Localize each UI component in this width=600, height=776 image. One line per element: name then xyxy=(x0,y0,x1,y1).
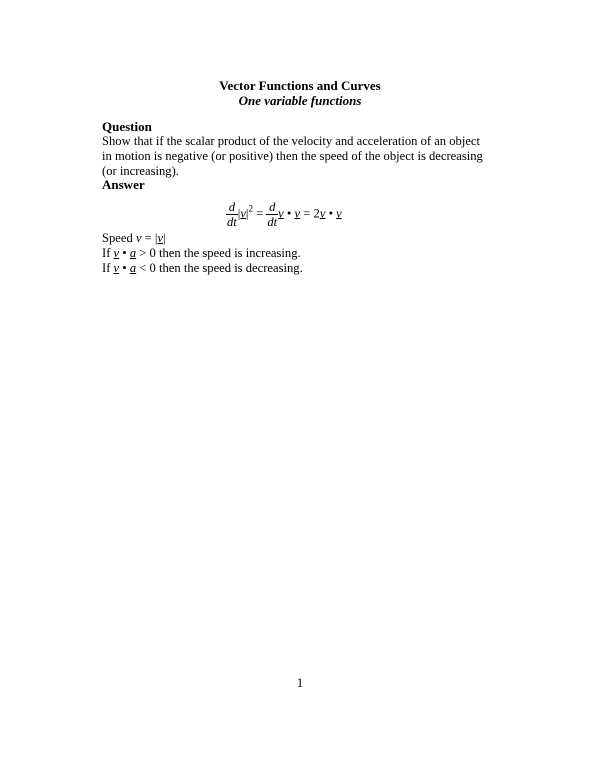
dot-product-icon: • xyxy=(328,206,333,221)
vector-v: v xyxy=(319,206,326,221)
equals-sign: = xyxy=(256,206,264,221)
if-label: If xyxy=(102,261,114,275)
vector-v: v xyxy=(278,206,284,221)
exponent: 2 xyxy=(248,203,253,214)
fraction-d-dt-2 xyxy=(266,200,278,229)
abs-bar-open: | xyxy=(237,206,241,221)
scalar-v: v xyxy=(135,231,142,245)
page-number: 1 xyxy=(296,676,304,690)
equals-two: = 2 xyxy=(303,206,320,221)
question-line-1: Show that if the scalar product of the velocity and acceleration of an object xyxy=(102,134,481,148)
document-title: Vector Functions and Curves xyxy=(219,78,381,93)
if-label: If xyxy=(102,246,114,260)
fraction-numerator: d xyxy=(266,200,278,215)
vector-v: v xyxy=(157,231,164,245)
vector-v: v xyxy=(294,206,301,221)
dot-product-icon: • xyxy=(119,246,130,260)
fraction-denominator: dt xyxy=(227,215,237,229)
vector-a: a xyxy=(129,246,137,260)
abs-bar-close: | xyxy=(163,231,166,245)
equals-abs: = | xyxy=(141,231,158,245)
vector-v: v xyxy=(113,246,120,260)
vector-v: v xyxy=(113,261,120,275)
increasing-line xyxy=(102,246,301,261)
dot-product-icon: • xyxy=(119,261,130,275)
answer-heading: Answer xyxy=(102,177,145,192)
decreasing-text: < 0 then the speed is decreasing. xyxy=(136,261,303,275)
question-line-3: (or increasing). xyxy=(102,164,179,178)
fraction-d-dt-1 xyxy=(226,200,238,229)
abs-bar-close: | xyxy=(245,206,249,221)
dot-product-icon: • xyxy=(286,206,292,221)
document-subtitle: One variable functions xyxy=(238,93,362,108)
question-heading: Question xyxy=(102,119,152,134)
increasing-text: > 0 then the speed is increasing. xyxy=(136,246,301,260)
vector-v: v xyxy=(240,206,246,221)
speed-line xyxy=(102,231,166,246)
vector-a: a xyxy=(129,261,137,275)
fraction-denominator: dt xyxy=(267,215,278,229)
fraction-numerator: d xyxy=(226,200,238,215)
decreasing-line xyxy=(102,261,303,276)
question-line-2: in motion is negative (or positive) then the speed of the object is decreasing xyxy=(102,149,483,163)
vector-v: v xyxy=(336,206,342,221)
speed-label: Speed xyxy=(102,231,136,245)
derivative-equation xyxy=(226,200,342,234)
